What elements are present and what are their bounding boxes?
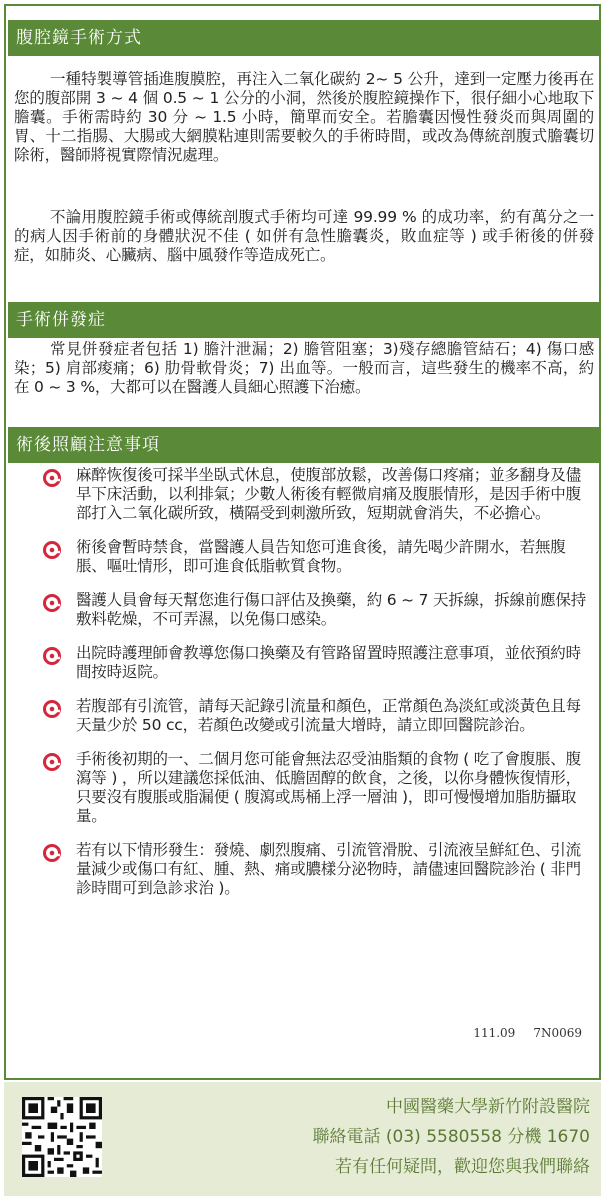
care-item bbox=[40, 466, 592, 523]
swirl-bullet-icon bbox=[42, 540, 62, 560]
contact-invite: 若有任何疑問，歡迎您與我們聯絡 bbox=[335, 1157, 590, 1177]
care-item bbox=[40, 697, 592, 735]
section-title-care: 術後照顧注意事項 bbox=[8, 427, 600, 463]
care-item-text: 術後會暫時禁食，當醫護人員告知您可進食後，請先喝少許開水，若無腹脹、嘔吐情形，即可進食低脂軟質食物。 bbox=[76, 538, 566, 575]
contact-block bbox=[313, 1092, 591, 1182]
care-item-text: 出院時護理師會教導您傷口換藥及有管路留置時照護注意事項，並依預約時間按時返院。 bbox=[76, 644, 581, 681]
care-item-text: 手術後初期的一、二個月您可能會無法忍受油脂類的食物 ( 吃了會腹脹、腹瀉等 ) ，所以建議您採低油、低膽固醇的飲食，之後，以你身體恢復情形，只要沒有腹脹或脂漏便 ( 腹瀉或馬桶上浮一層油 )，即可慢慢增加脂肪攝取量。 bbox=[76, 750, 581, 825]
care-item bbox=[40, 750, 592, 826]
method-paragraph-1: 一種特製導管插進腹膜腔，再注入二氧化碳約 2~ 5 公升，達到一定壓力後再在您的腹部開 3 ~ 4 個 0.5 ~ 1 公分的小洞，然後於腹腔鏡操作下，很仔細小心地取下膽囊。手術需時約 30 分 ~ 1.5 小時，簡單而安全。若膽囊因慢性發炎而與周圍的胃、十二指腸、大腸或大網膜粘連則需要較久的手術時間，或改為傳統剖腹式膽囊切除術，醫師將視實際情況處理。 bbox=[14, 70, 594, 164]
swirl-bullet-icon bbox=[42, 752, 62, 772]
doc-code: 7N0069 bbox=[533, 1026, 582, 1040]
method-paragraph-2: 不論用腹腔鏡手術或傳統剖腹式手術均可達 99.99 % 的成功率，約有萬分之一的病人因手術前的身體狀況不佳 ( 如併有急性膽囊炎，敗血症等 ) 或手術後的併發症，如肺炎、心臟病、腦中風發作等造成死亡。 bbox=[14, 208, 594, 264]
care-item bbox=[40, 591, 592, 629]
contact-phone[interactable]: 聯絡電話 (03) 5580558 分機 1670 bbox=[312, 1127, 590, 1147]
care-item bbox=[40, 841, 592, 898]
section-title-complications: 手術併發症 bbox=[8, 302, 600, 338]
care-item-text: 麻醉恢復後可採半坐臥式休息，使腹部放鬆，改善傷口疼痛；並多翻身及儘早下床活動，以利排氣；少數人術後有輕微肩痛及腹脹情形，是因手術中腹部打入二氧化碳所致，橫隔受到刺激所致，短期就會消失，不必擔心。 bbox=[76, 466, 581, 522]
care-item-text: 若腹部有引流管，請每天記錄引流量和顏色，正常顏色為淡紅或淡黃色且每天量少於 50 cc，若顏色改變或引流量大增時，請立即回醫院診治。 bbox=[76, 697, 581, 734]
date-code: 111.09 bbox=[473, 1026, 516, 1040]
care-item-text: 若有以下情形發生：發燒、劇烈腹痛、引流管滑脫、引流液呈鮮紅色、引流量減少或傷口有紅、腫、熱、痛或膿樣分泌物時，請儘速回醫院診治 ( 非門診時間可到急診求治 )。 bbox=[76, 841, 581, 897]
hospital-name: 中國醫藥大學新竹附設醫院 bbox=[386, 1097, 590, 1117]
swirl-bullet-icon bbox=[42, 699, 62, 719]
care-item-text: 醫護人員會每天幫您進行傷口評估及換藥，約 6 ~ 7 天拆線，拆線前應保持敷料乾燥，不可弄濕，以免傷口感染。 bbox=[76, 591, 587, 628]
complications-paragraph: 常見併發症者包括 1) 膽汁泄漏；2) 膽管阻塞；3)殘存總膽管結石；4) 傷口感染；5) 肩部痠痛；6) 肋骨軟骨炎；7) 出血等。一般而言，這些發生的機率不高，約在 0 ~ 3 %，大都可以在醫護人員細心照護下治癒。 bbox=[14, 340, 594, 396]
care-list bbox=[40, 466, 592, 913]
swirl-bullet-icon bbox=[42, 593, 62, 613]
section-title-method: 腹腔鏡手術方式 bbox=[8, 20, 600, 56]
care-item bbox=[40, 644, 592, 682]
care-item bbox=[40, 538, 592, 576]
swirl-bullet-icon bbox=[42, 468, 62, 488]
qr-code[interactable] bbox=[22, 1097, 102, 1177]
swirl-bullet-icon bbox=[42, 843, 62, 863]
swirl-bullet-icon bbox=[42, 646, 62, 666]
document-code bbox=[455, 1026, 582, 1040]
